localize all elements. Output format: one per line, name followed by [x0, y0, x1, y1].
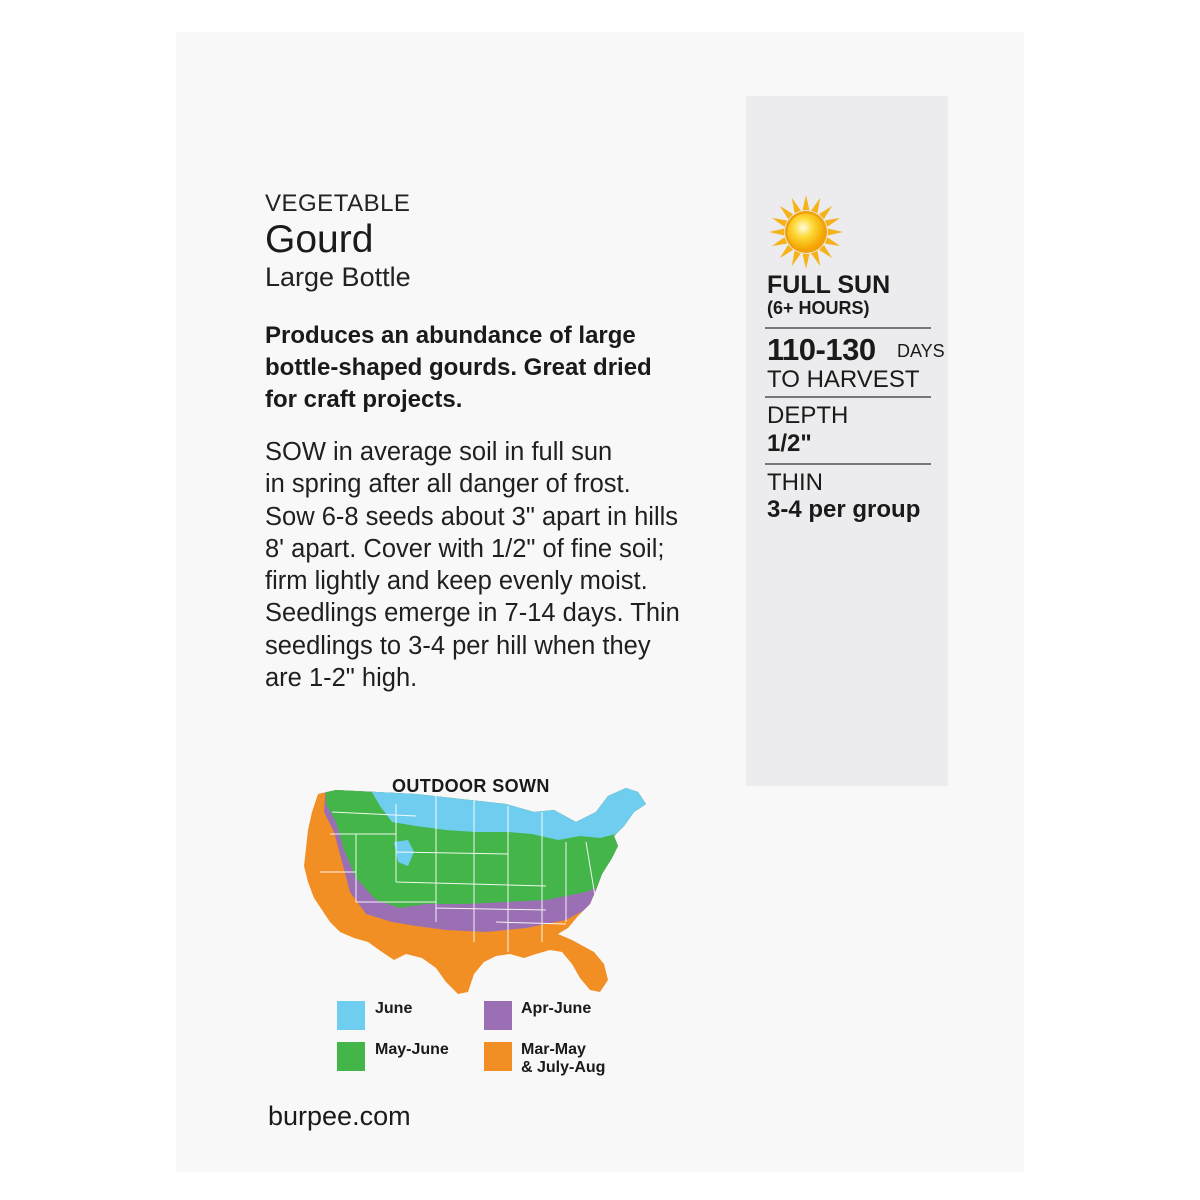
- sun-ray: [819, 206, 832, 219]
- sun-ray: [792, 198, 801, 213]
- instruction-line: firm lightly and keep evenly moist.: [265, 567, 648, 596]
- divider: [765, 463, 931, 465]
- instruction-line: in spring after all danger of frost.: [265, 470, 631, 499]
- thin-label: THIN: [767, 469, 823, 496]
- sun-hours: (6+ HOURS): [767, 298, 870, 318]
- map-title: OUTDOOR SOWN: [392, 776, 550, 796]
- summary-text: [265, 320, 652, 416]
- sun-ray: [828, 228, 843, 235]
- sun-ray: [811, 251, 820, 266]
- sun-ray: [825, 237, 840, 246]
- sowing-instructions: [265, 436, 680, 694]
- us-planting-zone-map: [296, 782, 656, 1007]
- legend-swatch-mar-may-july-aug: [484, 1042, 512, 1071]
- sun-ray: [825, 218, 840, 227]
- sun-ray: [780, 245, 793, 258]
- summary-line: Produces an abundance of large: [265, 322, 636, 349]
- sun-icon: [766, 192, 846, 272]
- instruction-line: Seedlings emerge in 7-14 days. Thin: [265, 599, 680, 628]
- legend-swatch-june: [337, 1001, 365, 1030]
- sun-ray: [811, 198, 820, 213]
- days-to-harvest-label: TO HARVEST: [767, 366, 920, 393]
- legend-label-mar-may-july-aug: Mar-May & July-Aug: [521, 1041, 606, 1076]
- summary-line: for craft projects.: [265, 386, 463, 413]
- instruction-line: are 1-2" high.: [265, 664, 418, 693]
- legend-label-june: June: [375, 1000, 413, 1017]
- legend-swatch-apr-june: [484, 1001, 512, 1030]
- variety-name: Large Bottle: [265, 262, 411, 292]
- sun-ray: [769, 228, 784, 235]
- instruction-line: seedlings to 3-4 per hill when they: [265, 631, 651, 660]
- category-label: VEGETABLE: [265, 190, 411, 217]
- sun-ray: [792, 251, 801, 266]
- legend-label-may-june: May-June: [375, 1041, 449, 1058]
- instruction-line: Sow 6-8 seeds about 3" apart in hills: [265, 502, 679, 531]
- days-unit: DAYS: [897, 341, 945, 361]
- sun-ray: [802, 254, 809, 269]
- website-link[interactable]: burpee.com: [268, 1101, 411, 1131]
- plant-name: Gourd: [265, 218, 374, 261]
- instruction-line: SOW in average soil in full sun: [265, 438, 613, 466]
- depth-label: DEPTH: [767, 402, 849, 429]
- summary-line: bottle-shaped gourds. Great dried: [265, 354, 652, 381]
- instruction-line: 8' apart. Cover with 1/2" of fine soil;: [265, 534, 665, 563]
- sun-ray: [780, 206, 793, 219]
- divider: [765, 396, 931, 398]
- legend-label-apr-june: Apr-June: [521, 1000, 592, 1017]
- sun-ray: [772, 218, 787, 227]
- sun-ray: [772, 237, 787, 246]
- depth-value: 1/2": [767, 430, 812, 457]
- thin-value: 3-4 per group: [767, 496, 921, 523]
- sun-ray: [802, 195, 809, 210]
- divider: [765, 327, 931, 329]
- sun-requirement: FULL SUN: [767, 271, 891, 299]
- days-to-harvest-value: 110-130: [767, 332, 876, 367]
- sun-ray: [819, 245, 832, 258]
- legend-swatch-may-june: [337, 1042, 365, 1071]
